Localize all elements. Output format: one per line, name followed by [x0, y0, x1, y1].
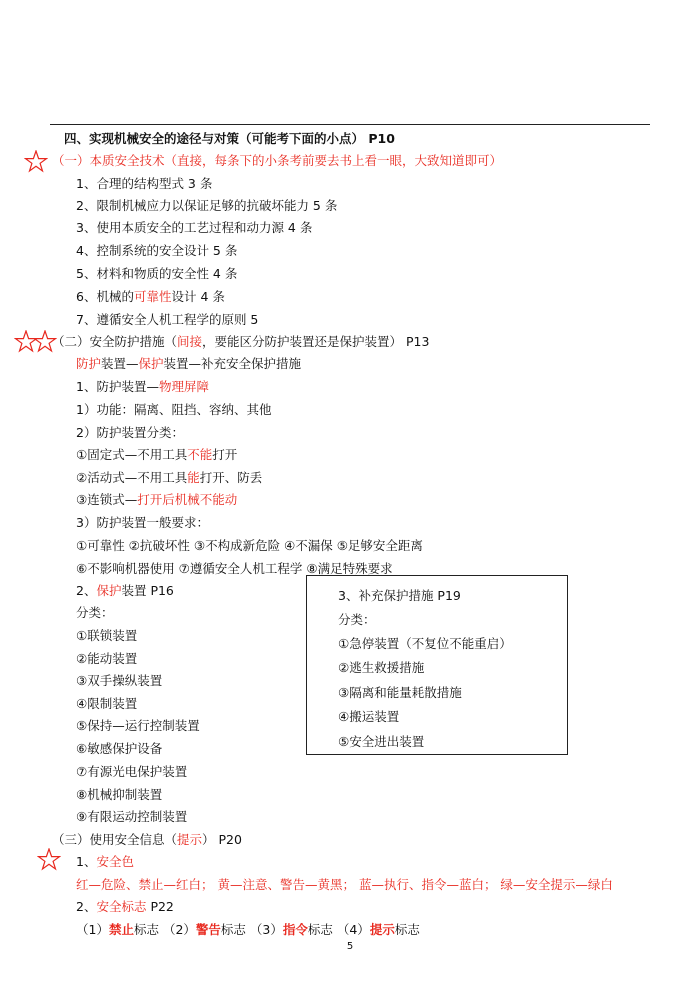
list-item: ⑤保持—运行控制装置 — [76, 718, 200, 733]
type-b: 打开后机械不能动 — [137, 492, 238, 507]
box-title: 3、补充保护措施 P19 — [338, 588, 461, 603]
list-item: ⑥敏感保护设备 — [76, 741, 163, 756]
sign-text: 标志 （3） — [220, 922, 283, 937]
sc-a: 1、 — [76, 854, 97, 869]
section-heading: 四、实现机械安全的途径与对策（可能考下面的小点） P10 — [64, 131, 395, 146]
sc-b: 安全色 — [96, 854, 134, 869]
pd-b: 保护 — [96, 583, 122, 598]
guard-type — [76, 470, 262, 486]
list-item: ②能动装置 — [76, 651, 138, 666]
requirements-line: ⑥不影响机器使用 ⑦遵循安全人机工程学 ⑧满足特殊要求 — [76, 561, 393, 576]
ss-b: 安全标志 — [96, 899, 147, 914]
sec1-title-tail: 每条下的小条考前要去书上看一眼，大致知道即可） — [214, 153, 503, 168]
sec3-title-b: 提示 — [177, 832, 203, 847]
guard-title — [76, 379, 209, 395]
ss-c: P22 — [146, 899, 174, 914]
guard-function: 1）功能：隔离、阻挡、容纳、其他 — [76, 402, 272, 417]
sec3-title-a: （三）使用安全信息（ — [52, 832, 178, 847]
chain-b: 装置— — [101, 356, 139, 371]
device-chain — [76, 356, 301, 372]
sec2-title-c: ，要能区分防护装置还是保护装置） P13 — [202, 334, 430, 349]
safety-color-title — [76, 854, 134, 870]
list-item: 7、遵循安全人机工程学的原则 5 — [76, 312, 259, 327]
guard-type — [76, 492, 237, 508]
sign-text: 标志 — [394, 922, 420, 937]
sec2-title-a: （二）安全防护措施（ — [52, 334, 178, 349]
requirements-line: ①可靠性 ②抗破坏性 ③不构成新危险 ④不漏保 ⑤足够安全距离 — [76, 538, 423, 553]
sec2-title-b: 间接 — [177, 334, 203, 349]
sec1-title-red: （一）本质安全技术（直接， — [52, 153, 215, 168]
type-b: 能 — [187, 470, 200, 485]
type-a: ①固定式—不用工具 — [76, 447, 188, 462]
item-text: 设计 4 条 — [171, 289, 225, 304]
sec3-title — [52, 832, 242, 848]
sec2-title — [52, 334, 429, 350]
chain-a: 防护 — [76, 356, 102, 371]
pd-a: 2、 — [76, 583, 97, 598]
ss-a: 2、 — [76, 899, 97, 914]
list-item: ⑨有限运动控制装置 — [76, 809, 188, 824]
chain-c: 保护 — [138, 356, 164, 371]
guard-requirements: 3）防护装置一般要求： — [76, 515, 209, 530]
box-list-item: ②逃生救援措施 — [338, 660, 425, 675]
star-icon — [37, 848, 61, 872]
page-number: 5 — [346, 941, 354, 952]
guard-title-a: 1、防护装置— — [76, 379, 159, 394]
list-item: ③双手操纵装置 — [76, 673, 163, 688]
box-list-item: ⑤安全进出装置 — [338, 734, 425, 749]
box-list-item: ④搬运装置 — [338, 709, 400, 724]
sec1-title — [52, 153, 502, 169]
type-a: ③连锁式— — [76, 492, 138, 507]
safety-sign-title — [76, 899, 174, 915]
type-b: 不能 — [187, 447, 213, 462]
sign-keyword: 警告 — [195, 922, 221, 937]
list-item: 1、合理的结构型式 3 条 — [76, 176, 213, 191]
chain-d: 装置—补充安全保护措施 — [163, 356, 302, 371]
item-text: 6、机械的 — [76, 289, 134, 304]
sign-keyword: 指令 — [282, 922, 308, 937]
list-item: 2、限制机械应力以保证足够的抗破坏能力 5 条 — [76, 198, 338, 213]
sign-text: 标志 （2） — [133, 922, 196, 937]
sec3-title-c: ） P20 — [202, 832, 242, 847]
type-c: 打开 — [212, 447, 238, 462]
list-item: ①联锁装置 — [76, 628, 138, 643]
sign-text: （1） — [76, 922, 109, 937]
header-rule — [50, 124, 650, 125]
guard-type — [76, 447, 237, 463]
guard-classification: 2）防护装置分类： — [76, 425, 184, 440]
type-a: ②活动式—不用工具 — [76, 470, 188, 485]
box-classification-label: 分类： — [338, 612, 376, 627]
box-list-item: ①急停装置（不复位不能重启） — [338, 636, 512, 651]
sign-text: 标志 （4） — [307, 922, 370, 937]
safety-sign-types — [76, 922, 420, 938]
guard-title-b: 物理屏障 — [158, 379, 209, 394]
box-list-item: ③隔离和能量耗散措施 — [338, 685, 462, 700]
protective-device-title — [76, 583, 174, 599]
sign-keyword: 提示 — [369, 922, 395, 937]
sign-keyword: 禁止 — [108, 922, 134, 937]
list-item: 5、材料和物质的安全性 4 条 — [76, 266, 238, 281]
list-item: 3、使用本质安全的工艺过程和动力源 4 条 — [76, 220, 313, 235]
list-item: 4、控制系统的安全设计 5 条 — [76, 243, 238, 258]
item-highlight: 可靠性 — [133, 289, 172, 304]
list-item — [76, 289, 225, 305]
pd-c: 装置 P16 — [121, 583, 174, 598]
classification-label: 分类： — [76, 605, 114, 620]
star-icon — [24, 150, 48, 174]
type-c: 打开、防丢 — [199, 470, 263, 485]
safety-colors-line: 红—危险、禁止—红白； 黄—注意、警告—黄黑； 蓝—执行、指令—蓝白； 绿—安全提示—绿白 — [76, 877, 613, 892]
list-item: ⑧机械抑制装置 — [76, 787, 163, 802]
list-item: ⑦有源光电保护装置 — [76, 764, 188, 779]
list-item: ④限制装置 — [76, 696, 138, 711]
